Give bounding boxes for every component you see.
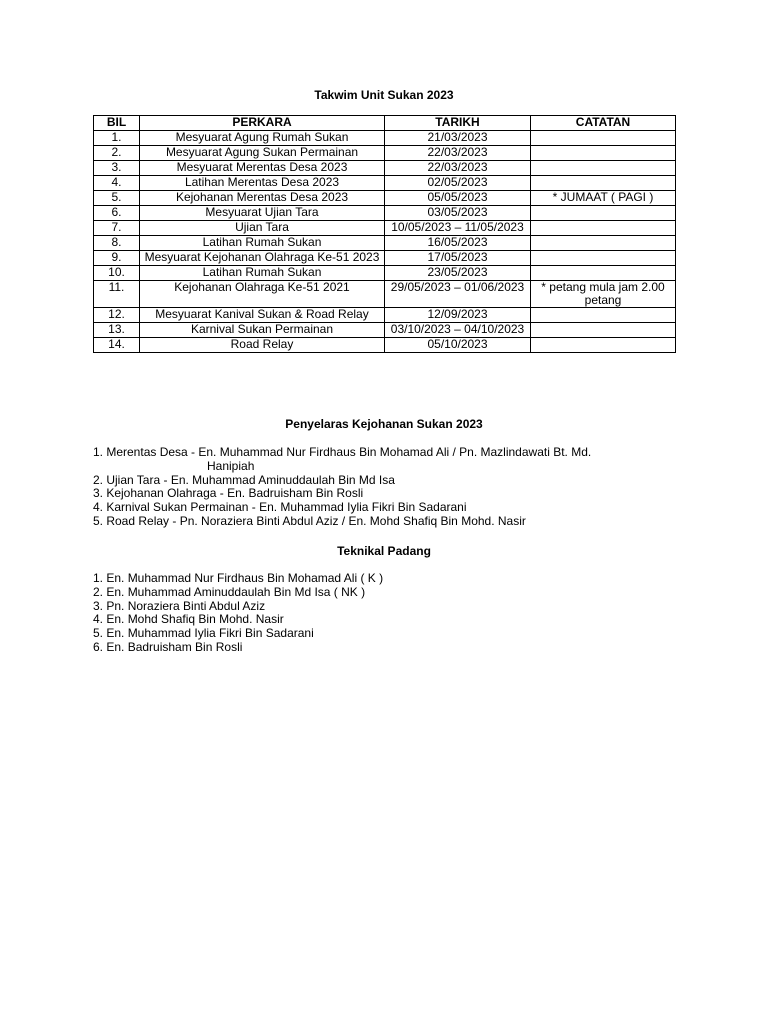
cell-catatan: [531, 251, 676, 266]
table-body: [94, 131, 676, 353]
coordinators-list: [93, 446, 693, 529]
list-item: [93, 446, 693, 474]
cell-catatan: [531, 236, 676, 251]
list-item: 3. Pn. Noraziera Binti Abdul Aziz: [93, 598, 266, 613]
cell-perkara: Kejohanan Merentas Desa 2023: [140, 191, 385, 206]
schedule-table: [93, 115, 676, 353]
cell-bil: 9.: [94, 251, 140, 266]
cell-catatan: [531, 308, 676, 323]
cell-tarikh: 03/10/2023 – 04/10/2023: [385, 323, 531, 338]
cell-tarikh: 22/03/2023: [385, 161, 531, 176]
table-row: [94, 191, 676, 206]
table-row: [94, 251, 676, 266]
cell-tarikh: 17/05/2023: [385, 251, 531, 266]
list-item-text: 5. Road Relay - Pn. Noraziera Binti Abdul Aziz / En. Mohd Shafiq Bin Mohd. Nasir: [93, 513, 526, 528]
list-item: [93, 474, 693, 488]
cell-catatan: [531, 221, 676, 236]
list-item: [93, 501, 693, 515]
cell-bil: 13.: [94, 323, 140, 338]
cell-perkara: Kejohanan Olahraga Ke-51 2021: [140, 281, 385, 308]
table-header-row: [94, 116, 676, 131]
cell-catatan: [531, 146, 676, 161]
technical-title: Teknikal Padang: [337, 544, 431, 558]
cell-bil: 12.: [94, 308, 140, 323]
list-item: 6. En. Badruisham Bin Rosli: [93, 639, 243, 654]
list-item-text: 2. Ujian Tara - En. Muhammad Aminuddaulah Bin Md Isa: [93, 472, 395, 487]
cell-tarikh: 12/09/2023: [385, 308, 531, 323]
list-item: 2. En. Muhammad Aminuddaulah Bin Md Isa ( NK ): [93, 584, 366, 599]
document-title: Takwim Unit Sukan 2023: [314, 88, 454, 102]
cell-perkara: Mesyuarat Agung Rumah Sukan: [140, 131, 385, 146]
cell-bil: 3.: [94, 161, 140, 176]
table-row: [94, 221, 676, 236]
cell-catatan: [531, 266, 676, 281]
table-row: [94, 131, 676, 146]
table-row: [94, 236, 676, 251]
cell-catatan: [531, 161, 676, 176]
cell-tarikh: 03/05/2023: [385, 206, 531, 221]
cell-perkara: Latihan Rumah Sukan: [140, 266, 385, 281]
cell-tarikh: 05/05/2023: [385, 191, 531, 206]
cell-bil: 4.: [94, 176, 140, 191]
cell-perkara: Karnival Sukan Permainan: [140, 323, 385, 338]
cell-bil: 10.: [94, 266, 140, 281]
cell-bil: 5.: [94, 191, 140, 206]
cell-perkara: Mesyuarat Agung Sukan Permainan: [140, 146, 385, 161]
cell-catatan: * petang mula jam 2.00 petang: [531, 281, 676, 308]
list-item-text: 1. Merentas Desa - En. Muhammad Nur Firdhaus Bin Mohamad Ali / Pn. Mazlindawati Bt. Md.: [93, 445, 592, 459]
table-row: [94, 266, 676, 281]
cell-tarikh: 05/10/2023: [385, 338, 531, 353]
cell-tarikh: 02/05/2023: [385, 176, 531, 191]
cell-tarikh: 29/05/2023 – 01/06/2023: [385, 281, 531, 308]
cell-bil: 11.: [94, 281, 140, 308]
list-item-text: 4. Karnival Sukan Permainan - En. Muhammad Iylia Fikri Bin Sadarani: [93, 500, 467, 515]
cell-catatan: [531, 323, 676, 338]
table-row: [94, 323, 676, 338]
cell-catatan: [531, 176, 676, 191]
list-item: 5. En. Muhammad Iylia Fikri Bin Sadarani: [93, 626, 314, 641]
cell-catatan: * JUMAAT ( PAGI ): [531, 191, 676, 206]
cell-perkara: Mesyuarat Kanival Sukan & Road Relay: [140, 308, 385, 323]
coordinators-title: Penyelaras Kejohanan Sukan 2023: [285, 417, 483, 431]
cell-catatan: [531, 338, 676, 353]
cell-tarikh: 16/05/2023: [385, 236, 531, 251]
table-row: [94, 308, 676, 323]
header-bil: BIL: [94, 116, 140, 131]
cell-bil: 7.: [94, 221, 140, 236]
table-row: [94, 161, 676, 176]
cell-bil: 1.: [94, 131, 140, 146]
cell-bil: 6.: [94, 206, 140, 221]
cell-catatan: [531, 206, 676, 221]
table-row: [94, 206, 676, 221]
list-item-continuation: Hanipiah: [207, 458, 255, 473]
cell-perkara: Latihan Rumah Sukan: [140, 236, 385, 251]
cell-perkara: Mesyuarat Kejohanan Olahraga Ke-51 2023: [140, 251, 385, 266]
cell-perkara: Latihan Merentas Desa 2023: [140, 176, 385, 191]
cell-perkara: Mesyuarat Merentas Desa 2023: [140, 161, 385, 176]
cell-perkara: Mesyuarat Ujian Tara: [140, 206, 385, 221]
table-row: [94, 176, 676, 191]
list-item-text: 3. Kejohanan Olahraga - En. Badruisham Bin Rosli: [93, 486, 364, 501]
cell-bil: 8.: [94, 236, 140, 251]
list-item: 4. En. Mohd Shafiq Bin Mohd. Nasir: [93, 612, 284, 627]
list-item: [93, 487, 693, 501]
cell-tarikh: 21/03/2023: [385, 131, 531, 146]
header-catatan: CATATAN: [531, 116, 676, 131]
cell-perkara: Road Relay: [140, 338, 385, 353]
header-perkara: PERKARA: [140, 116, 385, 131]
list-item: 1. En. Muhammad Nur Firdhaus Bin Mohamad Ali ( K ): [93, 571, 384, 585]
table-row: [94, 281, 676, 308]
list-item: [93, 515, 693, 529]
cell-bil: 14.: [94, 338, 140, 353]
cell-tarikh: 10/05/2023 – 11/05/2023: [385, 221, 531, 236]
cell-perkara: Ujian Tara: [140, 221, 385, 236]
table-row: [94, 338, 676, 353]
cell-tarikh: 23/05/2023: [385, 266, 531, 281]
table-row: [94, 146, 676, 161]
cell-catatan: [531, 131, 676, 146]
cell-tarikh: 22/03/2023: [385, 146, 531, 161]
technical-list: [93, 572, 693, 655]
header-tarikh: TARIKH: [385, 116, 531, 131]
cell-bil: 2.: [94, 146, 140, 161]
